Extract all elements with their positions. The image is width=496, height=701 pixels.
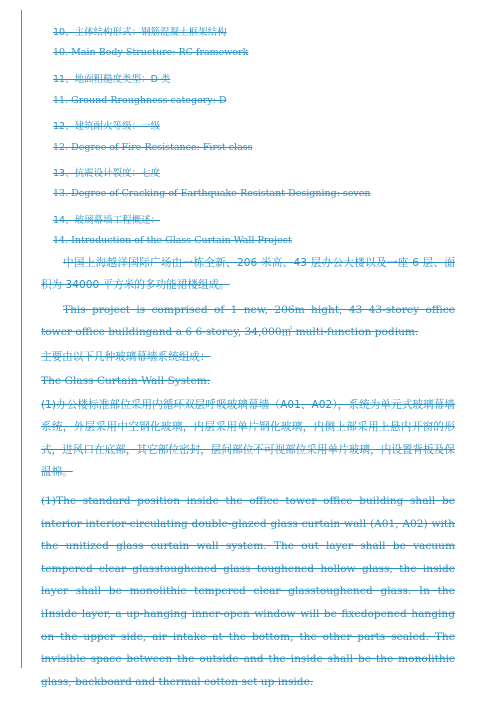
- system-heading-en: The Glass Curtain Wall System:: [41, 375, 211, 387]
- spec-item-13-en: 13. Degree of Cracking of Earthquake-Resistant Designing: seven: [53, 188, 371, 199]
- spec-item-10-cn: 10、主体结构形式：钢筋混凝土框架结构: [53, 27, 227, 38]
- system-heading-cn: 主要由以下几种玻璃幕墙系统组成：: [41, 351, 211, 363]
- intro-cn: 中国上海越洋国际广场由一栋全新、206 米高、43 层办公大楼以及一座 6 层、面积为 34000 平方米的多功能裙楼组成。: [41, 257, 455, 292]
- spec-item-10-en: 10. Main Body Structure: RC framework: [53, 47, 249, 58]
- spec-item-12-cn: 12、建筑耐火等级：一级: [53, 121, 161, 132]
- spec-item-11-cn: 11、地面粗糙度类型：D 类: [53, 74, 171, 85]
- intro-en: This project is comprised of 1 new, 206m hight, 43 43-storey office tower office buildingand a 6 6-storey, 34,000㎡ multi-function podium.: [41, 304, 455, 339]
- spec-item-11-en: 11. Ground Rroughness category: D: [53, 95, 227, 106]
- system-item1-en: (1)The standard position inside the office tower office building shall be interior interior-circulating double-glazed glass curtain wall (A01, A02) with the unitized glass curtain wall system. The out layer shall be vacuum tempered clear glasstoughened glass toughened hollow glass; the inside layer shall be monolithic tempered clear glasstoughened glass. In the iInside layer, a up-hanging inner-open window will be fixedopened hanging on the upper side, air intake at the bottom, the other parts sealed. The invisible space between the outside and the inside shall be the monolithic glass, backboard and thermal cotton set up inside.: [41, 495, 455, 688]
- spec-item-14-cn: 14、玻璃幕墙工程概述：: [53, 215, 161, 226]
- system-item1-cn: (1)办公楼标准部位采用内循环双层呼吸玻璃幕墙（A01、A02），系统为单元式玻璃幕墙系统，外层采用中空钢化玻璃，内层采用单片钢化玻璃，内侧上部采用上悬内开窗的形式，进风口在底部，其它部位密封，层间部位不可视部位采用单片玻璃，内设置背板及保温棉。: [41, 399, 455, 479]
- margin-rule: [21, 10, 22, 668]
- spec-item-14-en: 14. Introduction of the Glass Curtain Wall Project: [53, 235, 292, 246]
- spec-item-12-en: 12. Degree of Fire-Resistance: First class: [53, 142, 253, 153]
- spec-item-13-cn: 13、抗震设计裂度：七度: [53, 168, 161, 179]
